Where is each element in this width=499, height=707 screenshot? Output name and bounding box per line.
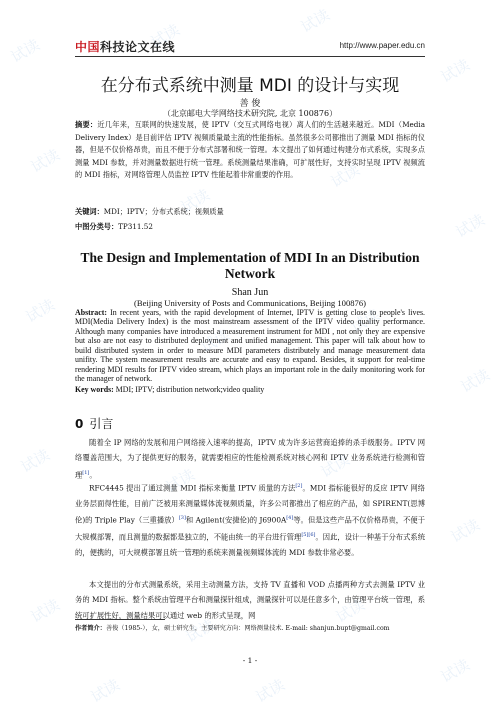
citation-link[interactable]: [4] bbox=[286, 515, 294, 522]
watermark-text: 试读 bbox=[252, 675, 288, 707]
chinese-keywords bbox=[75, 207, 425, 217]
watermark-text: 试读 bbox=[197, 325, 233, 357]
watermark-text: 试读 bbox=[347, 305, 383, 337]
chinese-affiliation: （北京邮电大学网络技术研究院, 北京 100876） bbox=[162, 109, 338, 118]
site-logo[interactable] bbox=[75, 38, 175, 55]
classification-label: 中图分类号： bbox=[75, 222, 119, 231]
watermark-text: 试读 bbox=[17, 445, 53, 477]
watermark-text: 试读 bbox=[332, 595, 368, 627]
paragraph-text: 等。但是这些产品不仅价格昂贵，不便于大规模部署，而且测量的数据都是独立的，不能由统一的平台进行管理 bbox=[75, 515, 426, 542]
body-paragraph bbox=[75, 479, 425, 560]
chinese-abstract-text: 近几年来，互联网的快速发展，使 IPTV（交互式网络电视）离人们的生活越来越近。MDI（Media Delivery Index）是目前评估 IPTV 视频质量最主流的性能指标。虽然很多公司都推出了测量 MDI 指标的仪器，但是不仅价格昂贵，而且不便于分布式部署和统一管理。本文提出了如何通过构建分布式系统，实现多点测量 MDI 参数，并对测量数据进行统一管理。系统测量结果准确，可扩展性好，支持实时呈现 IPTV 视频流的 MDI 指标，对网络管理人员监控 IPTV 性能起着非常重要的作用。 bbox=[75, 120, 425, 180]
paragraph-text: 。 bbox=[89, 470, 97, 480]
chinese-keywords-text: MDI；IPTV；分布式系统；视频质量 bbox=[103, 207, 224, 216]
chinese-abstract bbox=[75, 119, 425, 182]
author-footnote bbox=[75, 623, 425, 632]
english-author: Shan Jun bbox=[231, 287, 269, 298]
page-number: - 1 - bbox=[242, 656, 258, 665]
classification-number: TP311.52 bbox=[118, 222, 153, 231]
logo-part-paper-online: 科技论文在线 bbox=[100, 40, 176, 54]
watermark-text: 试读 bbox=[147, 20, 183, 52]
chinese-abstract-label: 摘要： bbox=[75, 120, 98, 129]
watermark-text: 试读 bbox=[457, 365, 493, 397]
english-abstract-label: Abstract: bbox=[75, 308, 107, 317]
paragraph-text: 和 Agilent(安捷伦)的 J6900A bbox=[185, 515, 287, 525]
section-heading bbox=[75, 415, 113, 432]
watermark-text: 试读 bbox=[452, 210, 488, 242]
section-title: 引言 bbox=[89, 417, 114, 431]
chinese-author: 善 俊 bbox=[239, 99, 261, 109]
english-keywords bbox=[75, 385, 425, 394]
english-keywords-label: Key words: bbox=[75, 385, 114, 394]
paragraph-text: 随着全 IP 网络的发展和用户网络接入速率的提高，IPTV 成为许多运营商追捧的杀手级服务。IPTV 网络覆盖范围大，为了提供更好的服务，就需要相应的性能检测系统对核心网和 IPTV 业务系统进行检测和管理 bbox=[75, 438, 425, 480]
citation-link[interactable]: [3] bbox=[178, 515, 186, 522]
watermark-text: 试读 bbox=[87, 675, 123, 707]
watermark-text: 试读 bbox=[177, 185, 213, 217]
body-paragraph bbox=[75, 435, 425, 483]
footnote-label: 作者简介： bbox=[75, 625, 106, 632]
english-keywords-text: MDI; IPTV; distribution network;video quality bbox=[113, 385, 265, 394]
english-title: The Design and Implementation of MDI In an Distribution Network bbox=[80, 250, 420, 281]
citation-link[interactable]: [5][6] bbox=[301, 532, 316, 539]
paragraph-text: RFC4445 提出了通过测量 MDI 指标来衡量 IPTV 质量的方法 bbox=[89, 483, 296, 493]
section-number: 0 bbox=[75, 417, 84, 431]
watermark-text: 试读 bbox=[437, 655, 473, 687]
watermark-text: 试读 bbox=[162, 465, 198, 497]
citation-link[interactable]: [2] bbox=[295, 483, 303, 489]
logo-part-china: 中国 bbox=[75, 40, 101, 54]
english-affiliation: (Beijing University of Posts and Communications, Beijing 100876) bbox=[133, 298, 367, 308]
body-paragraph: 本文提出的分布式测量系统，采用主动测量方法，支持 TV 直播和 VOD 点播两种方式去测量 IPTV 业务的 MDI 指标。整个系统由管理平台和测量探针组成，测量探针可以是任意多个，由管理平台统一管理，系统可扩展性好，测量结果可以通过 web 的形式呈现，网 bbox=[75, 580, 425, 620]
watermark-text: 试读 bbox=[317, 450, 353, 482]
watermark-text: 试读 bbox=[437, 55, 473, 87]
footnote-divider bbox=[75, 619, 165, 620]
citation-link[interactable]: [1] bbox=[82, 469, 90, 476]
watermark-text: 试读 bbox=[7, 35, 43, 67]
paragraph-text: 。因此，设计一种基于分布式系统的，便携的，可大规模部署且统一管理的系统来测量视频媒体流的 MDI 参数非常必要。 bbox=[75, 532, 426, 557]
footnote-text: 善俊（1985-），女，硕士研究生，主要研究方向：网络测量技术. E-mail: shanjun.bupt@gmail.com bbox=[105, 625, 390, 632]
watermark-text: 试读 bbox=[297, 5, 333, 37]
watermark-text: 试读 bbox=[182, 615, 218, 647]
watermark-text: 试读 bbox=[27, 145, 63, 177]
watermark-text: 试读 bbox=[447, 515, 483, 547]
paragraph-text: 。MDI 指标能很好的反应 IPTV 网络业务层面得性能，目前广泛被用来测量媒体流视频质量，许多公司都推出了相应的产品，如 SPIRENT(思博伦)的 Triple Play（三重播放） bbox=[75, 483, 425, 525]
header-divider bbox=[75, 56, 425, 57]
watermark-text: 试读 bbox=[327, 160, 363, 192]
page-header bbox=[75, 38, 425, 56]
chinese-title: 在分布式系统中测量 MDI 的设计与实现 bbox=[100, 76, 400, 96]
site-url-link[interactable]: http://www.paper.edu.cn bbox=[339, 41, 425, 50]
chinese-classification bbox=[75, 222, 425, 232]
english-abstract bbox=[75, 308, 425, 384]
watermark-text: 试读 bbox=[27, 595, 63, 627]
english-abstract-text: In recent years, with the rapid development of Internet, IPTV is getting close to people's lives. MDI(Media Delivery Index) is the most mainstream assessment of the IPTV video quality performance. Although many companies have introduced a measurement instrument for MDI , not only they are expensive but also are not easy to distributed deployment and unified management. This paper will talk about how to build distributed system in order to measure MDI parameters distributely and manage measurement data unifity. The system measurement results are accurate and easy to expand. Besides, it support for real-time rendering MDI results for IPTV video stream, which plays an important role in the daily monitoring work for the manager of network. bbox=[75, 308, 425, 384]
chinese-keywords-label: 关键词： bbox=[75, 207, 104, 216]
watermark-text: 试读 bbox=[22, 295, 58, 327]
